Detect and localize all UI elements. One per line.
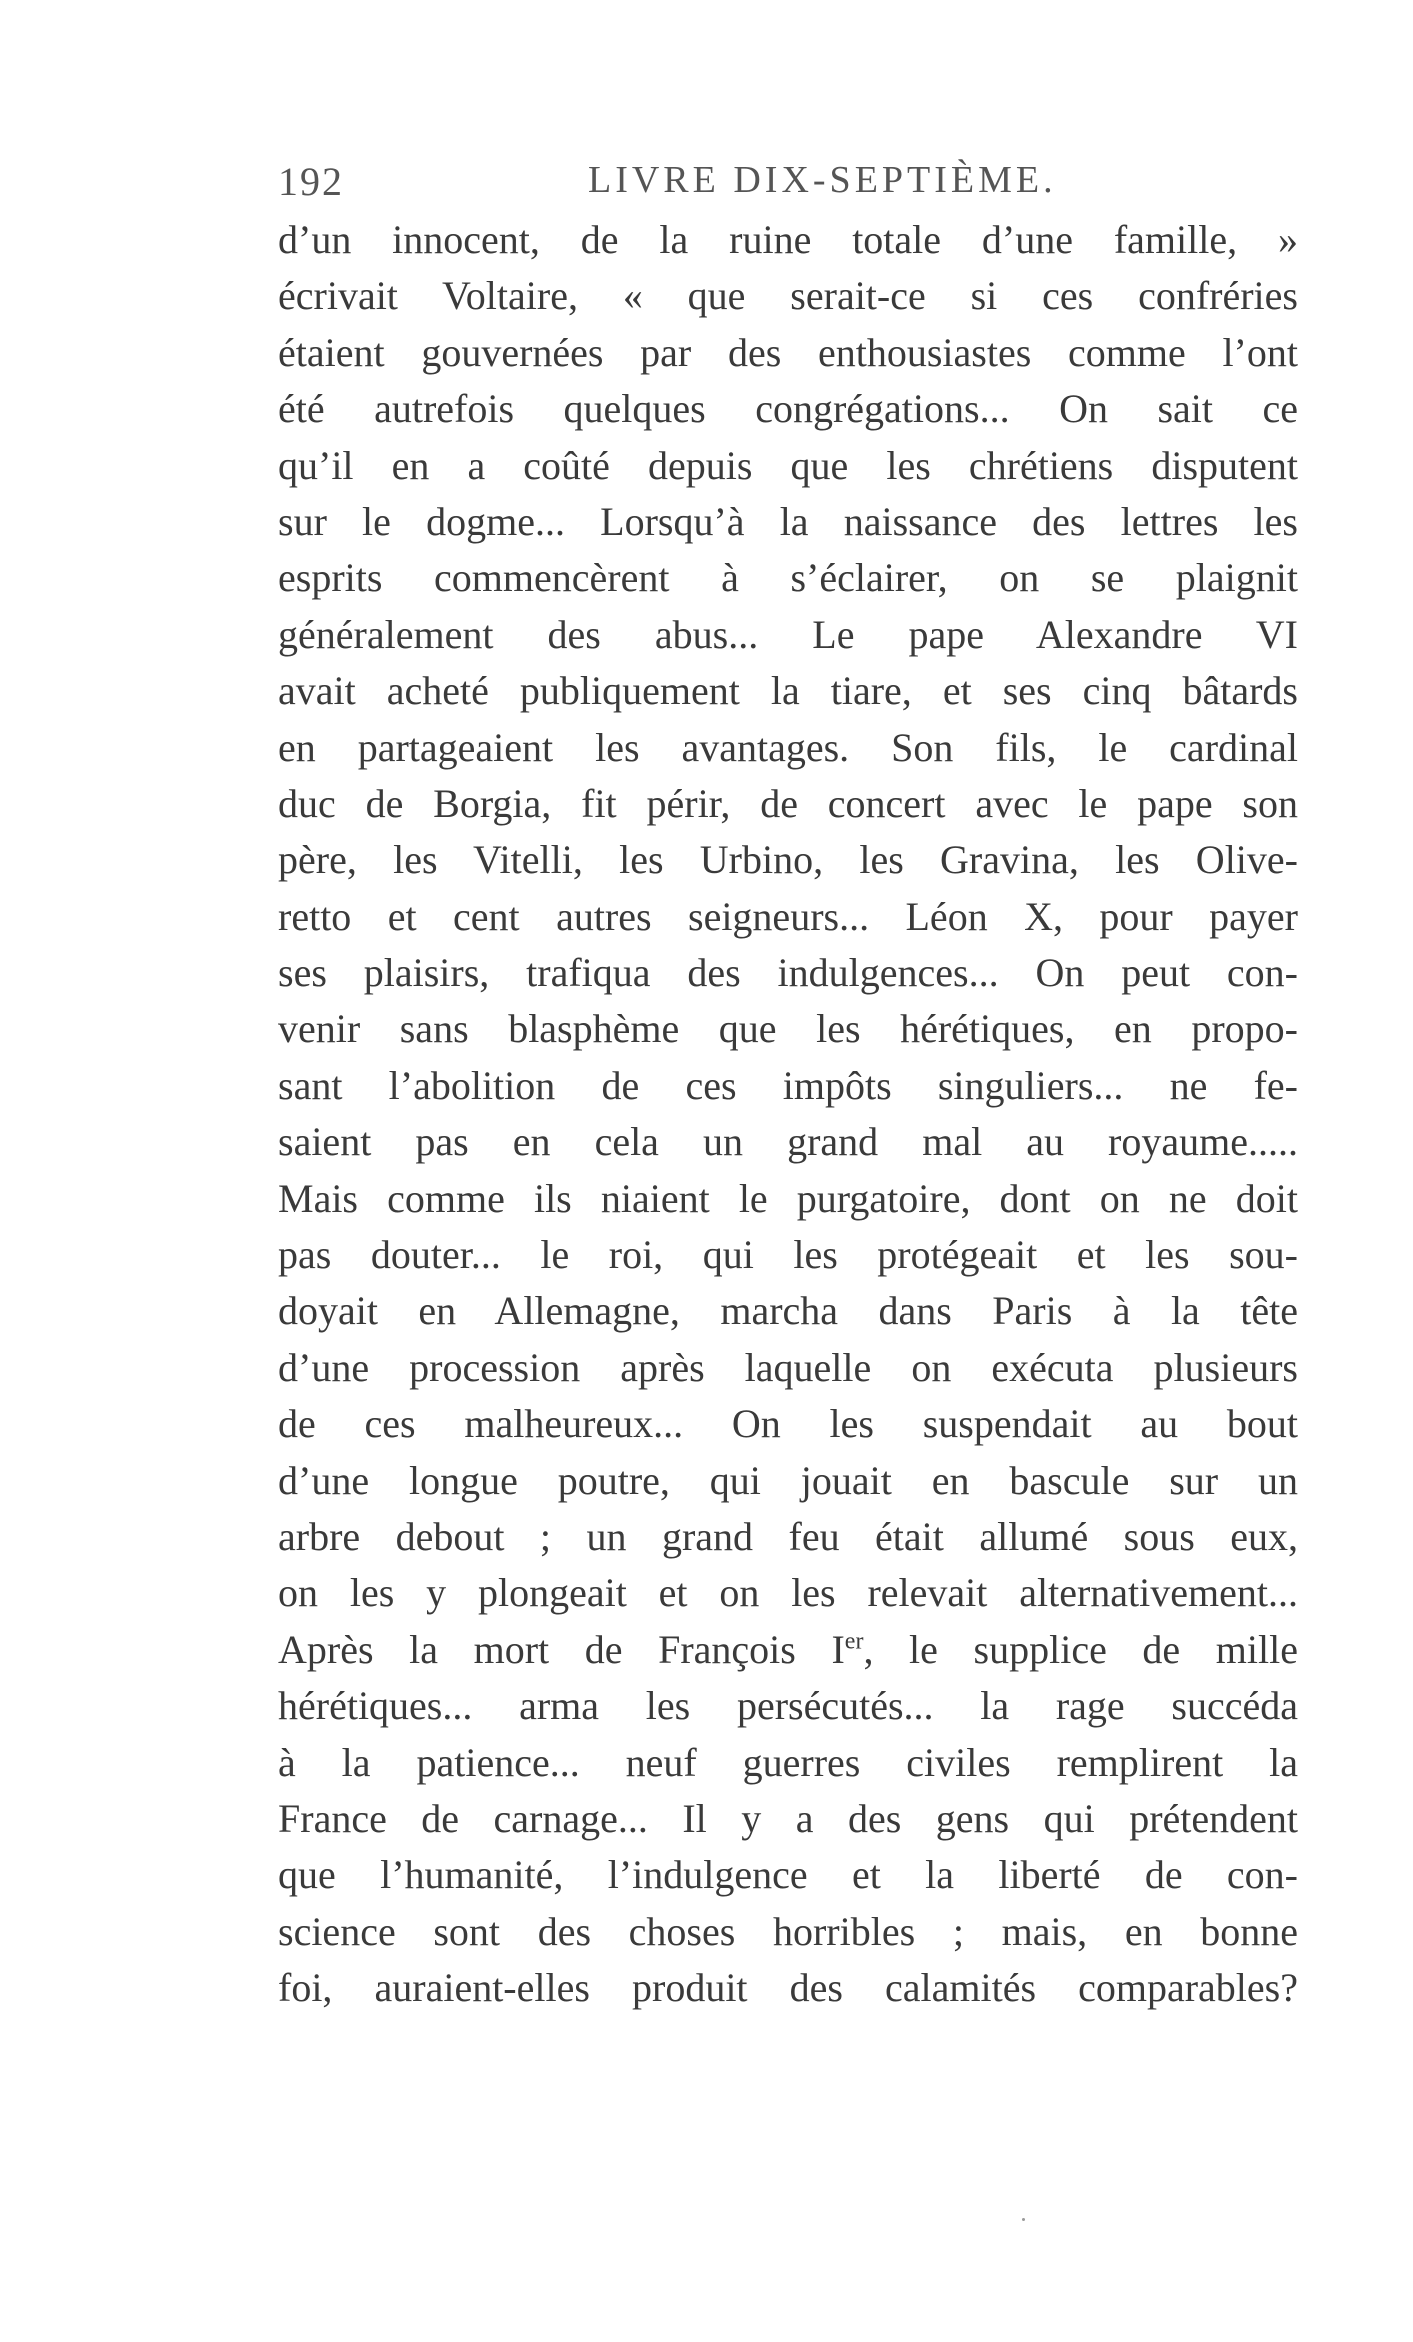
text-line: sant l’abolition de ces impôts singuliers... ne fe- [278, 1062, 1298, 1108]
text-line-francois [278, 1622, 1298, 1678]
ink-speck [1022, 2218, 1025, 2221]
text-line: été autrefois quelques congrégations... On sait ce [278, 386, 1298, 432]
text-line: esprits commencèrent à s’éclairer, on se plaignit [278, 555, 1298, 601]
text-line: sur le dogme... Lorsqu’à la naissance des lettres les [278, 498, 1298, 544]
running-title: LIVRE DIX-SEPTIÈME. [588, 159, 1057, 201]
running-head [278, 158, 1298, 208]
text-line: d’une procession après laquelle on exécuta plusieurs [278, 1344, 1298, 1390]
text-line: on les y plongeait et on les relevait alternativement... [278, 1570, 1298, 1616]
text-line: foi, auraient-elles produit des calamités comparables? [278, 1965, 1298, 2011]
text-line: saient pas en cela un grand mal au royaume..... [278, 1119, 1298, 1165]
text-line: doyait en Allemagne, marcha dans Paris à la tête [278, 1288, 1298, 1334]
text-line: d’une longue poutre, qui jouait en bascule sur un [278, 1457, 1298, 1503]
text-line: en partageaient les avantages. Son fils, le cardinal [278, 724, 1298, 770]
text-line: venir sans blasphème que les hérétiques, en propo- [278, 1006, 1298, 1052]
text-line: retto et cent autres seigneurs... Léon X, pour payer [278, 893, 1298, 939]
text-line: à la patience... neuf guerres civiles remplirent la [278, 1739, 1298, 1785]
text-line: pas douter... le roi, qui les protégeait et les sou- [278, 1232, 1298, 1278]
text-line: ses plaisirs, trafiqua des indulgences... On peut con- [278, 950, 1298, 996]
text-line: qu’il en a coûté depuis que les chrétiens disputent [278, 442, 1298, 488]
text-line: généralement des abus... Le pape Alexandre VI [278, 611, 1298, 657]
text-fragment: , le supplice de mille [863, 1626, 1298, 1672]
text-line: France de carnage... Il y a des gens qui prétendent [278, 1795, 1298, 1841]
page-number: 192 [278, 159, 344, 204]
text-fragment: Après la mort de François I [278, 1626, 845, 1672]
body-text [278, 212, 1298, 2017]
text-line: avait acheté publiquement la tiare, et ses cinq bâtards [278, 668, 1298, 714]
superscript: er [844, 1628, 864, 1655]
text-line: de ces malheureux... On les suspendait au bout [278, 1401, 1298, 1447]
text-line: hérétiques... arma les persécutés... la rage succéda [278, 1683, 1298, 1729]
text-line: que l’humanité, l’indulgence et la liberté de con- [278, 1852, 1298, 1898]
text-line: écrivait Voltaire, « que serait-ce si ces confréries [278, 273, 1298, 319]
text-line: père, les Vitelli, les Urbino, les Gravina, les Olive- [278, 837, 1298, 883]
text-line: science sont des choses horribles ; mais, en bonne [278, 1908, 1298, 1954]
text-line: étaient gouvernées par des enthousiastes comme l’ont [278, 329, 1298, 375]
text-line: d’un innocent, de la ruine totale d’une famille, » [278, 217, 1298, 262]
text-line: arbre debout ; un grand feu était allumé sous eux, [278, 1513, 1298, 1559]
text-line: duc de Borgia, fit périr, de concert avec le pape son [278, 780, 1298, 826]
text-line: Mais comme ils niaient le purgatoire, dont on ne doit [278, 1175, 1298, 1221]
